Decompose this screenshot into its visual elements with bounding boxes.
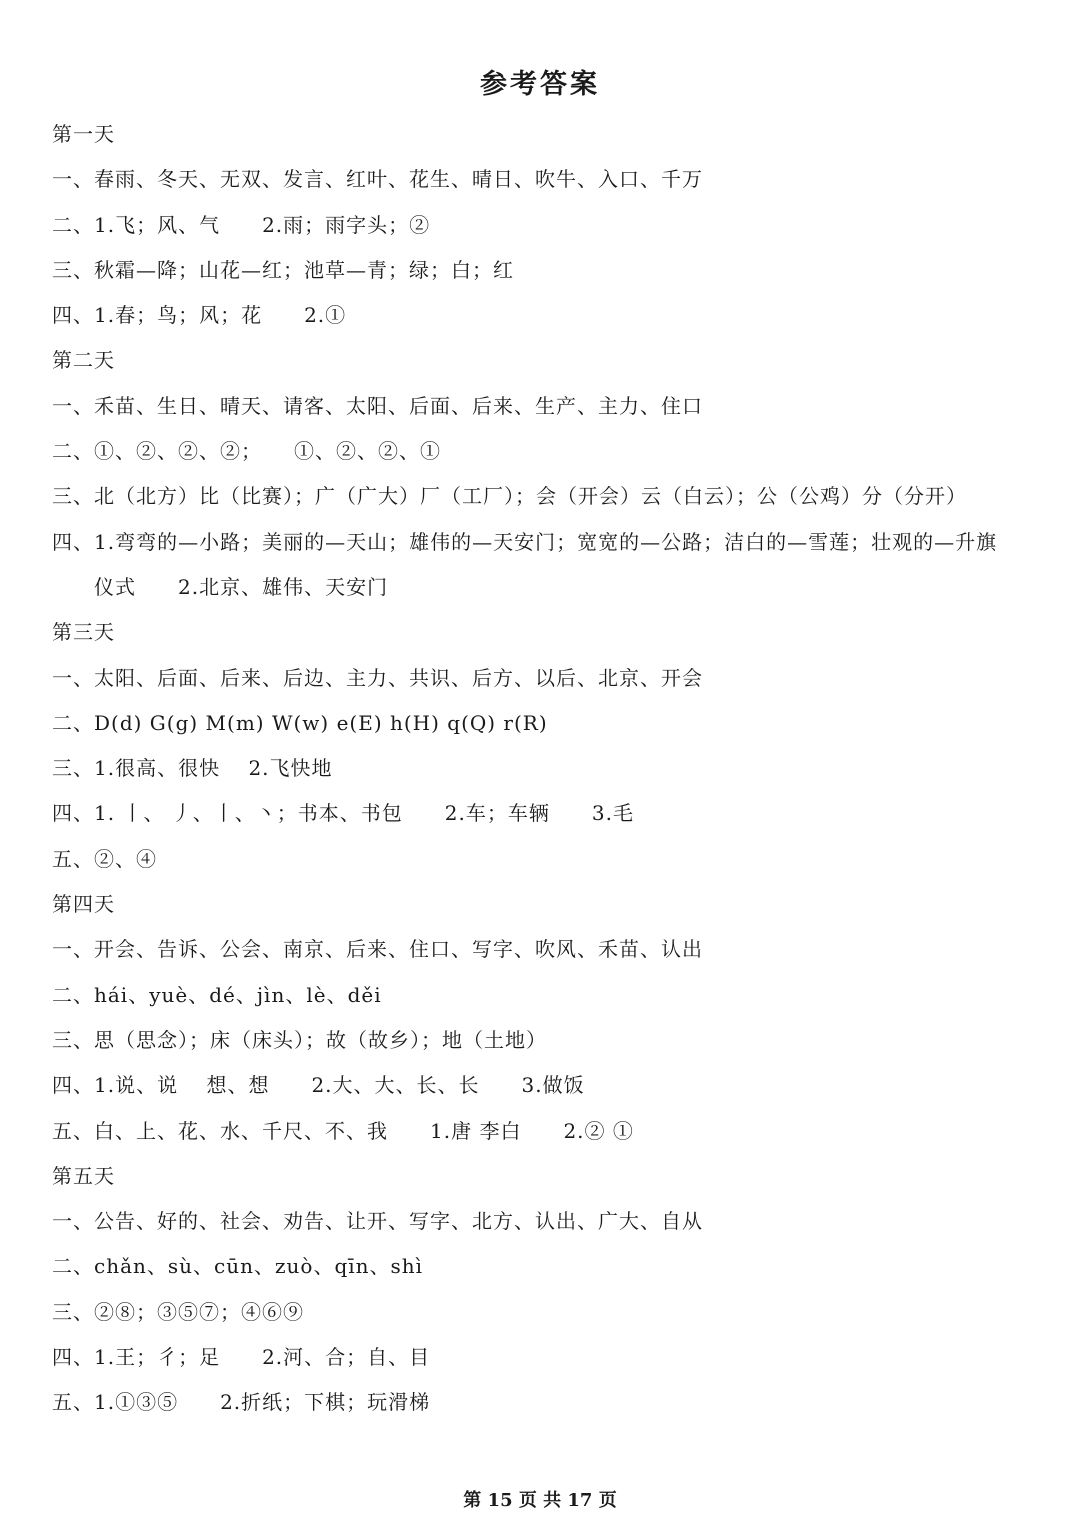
day-heading: 第一天 [52,122,115,146]
answer-line: 二、1.飞；风、气 2.雨；雨字头；② [52,212,431,237]
answer-line: 一、禾苗、生日、晴天、请客、太阳、后面、后来、生产、主力、住口 [52,393,703,418]
answer-line: 四、1.王；彳；足 2.河、合；自、目 [52,1345,431,1370]
answer-line: 三、思（思念）；床（床头）；故（故乡）；地（土地） [52,1027,547,1052]
answer-line: 一、开会、告诉、公会、南京、后来、住口、写字、吹风、禾苗、认出 [52,937,703,962]
answer-line: 二、D(d) G(g) M(m) W(w) e(E) h(H) q(Q) r(R) [52,710,548,735]
answer-content [52,112,1042,1426]
day-heading: 第二天 [52,348,115,373]
answer-line: 五、白、上、花、水、千尺、不、我 1.唐 李白 2.② ① [52,1118,634,1143]
answer-line: 一、太阳、后面、后来、后边、主力、共识、后方、以后、北京、开会 [52,665,703,690]
answer-line-continuation: 仪式 2.北京、雄伟、天安门 [94,574,389,599]
answer-line: 五、1.①③⑤ 2.折纸；下棋；玩滑梯 [52,1390,431,1415]
answer-line: 一、公告、好的、社会、劝告、让开、写字、北方、认出、广大、自从 [52,1209,703,1234]
answer-line: 二、chǎn、sù、cūn、zuò、qīn、shì [52,1254,424,1279]
answer-line: 三、1.很高、很快 2.飞快地 [52,756,333,781]
answer-line: 五、②、④ [52,846,157,871]
answer-line: 三、北（北方）比（比赛）；广（广大）厂（工厂）；会（开会）云（白云）；公（公鸡）分（分开） [52,484,967,509]
answer-line: 四、1. 丨、 丿、丨、丶；书本、书包 2.车；车辆 3.毛 [52,801,634,826]
answer-line: 四、1.春；鸟；风；花 2.① [52,303,347,328]
answer-line: 一、春雨、冬天、无双、发言、红叶、花生、晴日、吹牛、入口、千万 [52,167,703,192]
day-heading: 第五天 [52,1163,115,1188]
day-heading: 第四天 [52,892,115,917]
page-title: 参考答案 [480,69,600,100]
answer-line: 三、②⑧；③⑤⑦；④⑥⑨ [52,1299,304,1324]
answer-line: 四、1.说、说 想、想 2.大、大、长、长 3.做饭 [52,1073,585,1098]
answer-line: 三、秋霜—降；山花—红；池草—青；绿；白；红 [52,257,514,282]
page-footer: 第 15 页 共 17 页 [463,1490,617,1511]
answer-line: 二、①、②、②、②； ①、②、②、① [52,439,441,464]
answer-line: 二、hái、yuè、dé、jìn、lè、děi [52,982,382,1007]
answer-line: 四、1.弯弯的—小路；美丽的—天山；雄伟的—天安门；宽宽的—公路；洁白的—雪莲；壮观的—升旗 [52,529,998,554]
day-heading: 第三天 [52,620,115,645]
